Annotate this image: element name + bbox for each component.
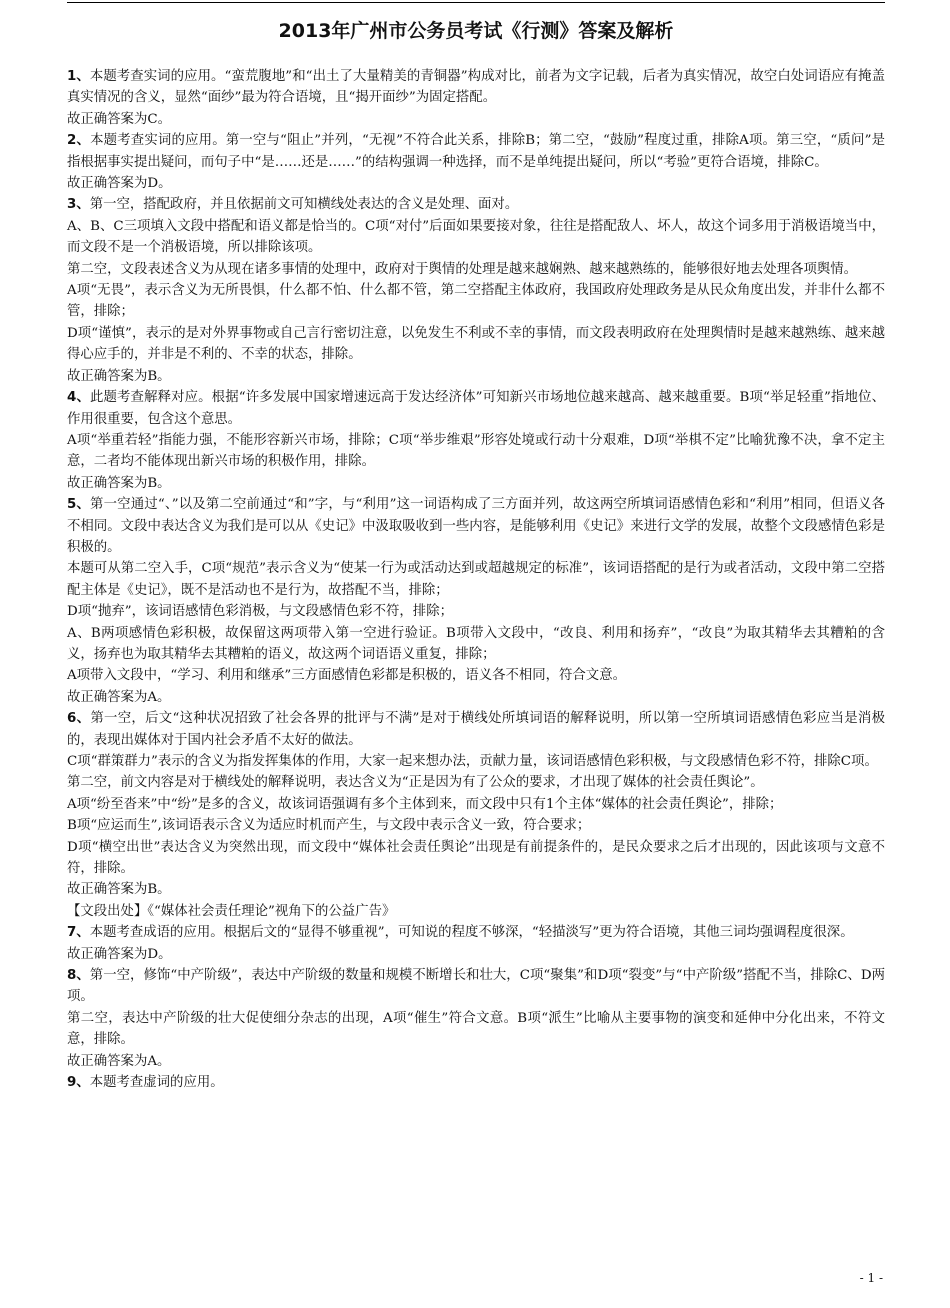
paragraph-text: A项“举重若轻”指能力强，不能形容新兴市场，排除；C项“举步维艰”形容处境或行动十分艰难，D项“举棋不定”比喻犹豫不决，拿不定主意，二者均不能体现出新兴市场的积极作用，排除。	[67, 432, 885, 470]
explanation-line	[67, 901, 885, 922]
paragraph-text: 故正确答案为A。	[67, 689, 171, 705]
explanation-line	[67, 1008, 885, 1051]
question-explanation	[67, 387, 885, 430]
question-number: 9、	[67, 1075, 90, 1091]
paragraph-text: A项带入文段中，“学习、利用和继承”三方面感情色彩都是积极的，语义各不相同，符合文意。	[67, 668, 626, 684]
paragraph-text: 第二空，表达中产阶级的壮大促使细分杂志的出现，A项“催生”符合文意。B项“派生”比喻从主要事物的演变和延伸中分化出来，不符文意，排除。	[67, 1010, 885, 1048]
paragraph-text: 【文段出处】《“媒体社会责任理论”视角下的公益广告》	[67, 903, 396, 919]
explanation-line	[67, 772, 885, 793]
question-number: 8、	[67, 968, 90, 984]
question-number: 3、	[67, 197, 90, 213]
paragraph-text: 本题可从第二空入手，C项“规范”表示含义为“使某一行为或活动达到或超越规定的标准”，该词语搭配的是行为或者活动，文段中第二空搭配主体是《史记》，既不是活动也不是行为，故搭配不当，排除；	[67, 561, 885, 598]
question-explanation	[67, 130, 885, 173]
paragraph-text: D项“抛弃”，该词语感情色彩消极，与文段感情色彩不符，排除；	[67, 604, 453, 620]
question-explanation	[67, 1072, 885, 1093]
answer-explanations	[67, 66, 885, 1094]
explanation-line	[67, 430, 885, 473]
question-number: 5、	[67, 497, 91, 513]
paragraph-text: A项“纷至沓来”中“纷”是多的含义，故该词语强调有多个主体到来，而文段中只有1个主体“媒体的社会责任舆论”，排除；	[67, 796, 783, 812]
explanation-line	[67, 815, 885, 836]
explanation-line	[67, 601, 885, 622]
paragraph-text: 本题考查虚词的应用。	[89, 1075, 224, 1091]
explanation-line	[67, 216, 885, 259]
paragraph-text: A、B、C三项填入文段中搭配和语义都是恰当的。C项“对付”后面如果要接对象，往往是搭配敌人、坏人，故这个词多用于消极语境当中，而文段不是一个消极语境，所以排除该项。	[67, 218, 885, 256]
paragraph-text: 第一空，搭配政府，并且依据前文可知横线处表达的含义是处理、面对。	[89, 197, 519, 213]
explanation-line	[67, 109, 885, 130]
explanation-line	[67, 259, 885, 280]
paragraph-text: 故正确答案为D。	[67, 176, 172, 192]
paragraph-text: 故正确答案为C。	[67, 111, 171, 127]
question-explanation	[67, 965, 885, 1008]
paragraph-text: 此题考查解释对应。根据“许多发展中国家增速远高于发达经济体”可知新兴市场地位越来越高、越来越重要。B项“举足轻重”指地位、作用很重要，包含这个意思。	[67, 390, 885, 427]
question-explanation	[67, 708, 885, 751]
explanation-line	[67, 794, 885, 815]
paragraph-text: D项“谨慎”，表示的是对外界事物或自己言行密切注意，以免发生不利或不幸的事情，而文段表明政府在处理舆情时是越来越熟练、越来越得心应手的，并非是不利的、不幸的状态，排除。	[67, 325, 885, 363]
question-number: 6、	[67, 711, 91, 727]
paragraph-text: 本题考查成语的应用。根据后文的“显得不够重视”，可知说的程度不够深，“轻描淡写”更为符合语境，其他三词均强调程度很深。	[89, 925, 854, 941]
explanation-line	[67, 1051, 885, 1072]
explanation-line	[67, 944, 885, 965]
paragraph-text: D项“横空出世”表达含义为突然出现，而文段中“媒体社会责任舆论”出现是有前提条件的，是民众要求之后才出现的，因此该项与文意不符，排除。	[67, 839, 885, 877]
paragraph-text: 故正确答案为B。	[67, 368, 171, 384]
question-explanation	[67, 66, 885, 109]
explanation-line	[67, 366, 885, 387]
document-title: 2013年广州市公务员考试《行测》答案及解析	[278, 20, 674, 42]
paragraph-text: C项“群策群力”表示的含义为指发挥集体的作用，大家一起来想办法，贡献力量，该词语感情色彩积极，与文段感情色彩不符，排除C项。	[67, 754, 878, 769]
question-number: 4、	[67, 390, 90, 406]
explanation-line	[67, 837, 885, 880]
explanation-line	[67, 879, 885, 900]
explanation-line	[67, 687, 885, 708]
question-number: 1、	[67, 69, 90, 84]
question-explanation	[67, 494, 885, 558]
paragraph-text: 故正确答案为B。	[67, 882, 171, 898]
paragraph-text: A项“无畏”，表示含义为无所畏惧，什么都不怕、什么都不管，第二空搭配主体政府，我国政府处理政务是从民众角度出发，并非什么都不管，排除；	[67, 283, 885, 320]
explanation-line	[67, 173, 885, 194]
paragraph-text: 第二空，文段表述含义为从现在诸多事情的处理中，政府对于舆情的处理是越来越娴熟、越来越熟练的，能够很好地去处理各项舆情。	[67, 261, 858, 277]
question-explanation	[67, 922, 885, 943]
explanation-line	[67, 751, 885, 772]
paragraph-text: B项“应运而生”,该词语表示含义为适应时机而产生，与文段中表示含义一致，符合要求；	[67, 818, 591, 834]
page-number: - 1 -	[859, 1271, 883, 1285]
paragraph-text: 第二空，前文内容是对于横线处的解释说明，表达含义为“正是因为有了公众的要求，才出现了媒体的社会责任舆论”。	[67, 775, 764, 791]
paragraph-text: 故正确答案为A。	[67, 1053, 171, 1069]
explanation-line	[67, 473, 885, 494]
explanation-line	[67, 665, 885, 686]
paragraph-text: 第一空通过“、”以及第二空前通过“和”字，与“利用”这一词语构成了三方面并列，故这两空所填词语感情色彩和“利用”相同，但语义各不相同。文段中表达含义为我们是可以从《史记》中汲取吸收到一些内容，是能够利用《史记》来进行文学的发展，故整个文段感情色彩是积极的。	[67, 497, 885, 555]
paragraph-text: 故正确答案为D。	[67, 946, 172, 962]
paragraph-text: A、B两项感情色彩积极，故保留这两项带入第一空进行验证。B项带入文段中，“改良、利用和扬弃”，“改良”为取其精华去其糟粕的含义，扬弃也为取其精华去其糟粕的语义，故这两个词语语义重复，排除；	[67, 625, 885, 662]
paragraph-text: 本题考查实词的应用。“蛮荒腹地”和“出土了大量精美的青铜器”构成对比，前者为文字记载，后者为真实情况，故空白处词语应有掩盖真实情况的含义，显然“面纱”最为符合语境，且“揭开面纱”为固定搭配。	[67, 69, 885, 106]
explanation-line	[67, 280, 885, 323]
explanation-line	[67, 323, 885, 366]
explanation-line	[67, 623, 885, 666]
header-rule	[67, 2, 885, 3]
paragraph-text: 故正确答案为B。	[67, 475, 171, 491]
paragraph-text: 本题考查实词的应用。第一空与“阻止”并列，“无视”不符合此关系，排除B；第二空，“鼓励”程度过重，排除A项。第三空，“质问”是指根据事实提出疑问，而句子中“是……还是……”的结构强调一种选择，而不是单纯提出疑问，所以“考验”更符合语境，排除C。	[67, 133, 885, 170]
explanation-line	[67, 558, 885, 601]
question-number: 2、	[67, 133, 91, 149]
paragraph-text: 第一空，修饰“中产阶级”，表达中产阶级的数量和规模不断增长和壮大，C项“聚集”和D项“裂变”与“中产阶级”搭配不当，排除C、D两项。	[67, 968, 885, 1005]
question-number: 7、	[67, 925, 90, 941]
question-explanation	[67, 194, 885, 215]
paragraph-text: 第一空，后文“这种状况招致了社会各界的批评与不满”是对于横线处所填词语的解释说明，所以第一空所填词语感情色彩应当是消极的，表现出媒体对于国内社会矛盾不太好的做法。	[67, 711, 885, 748]
